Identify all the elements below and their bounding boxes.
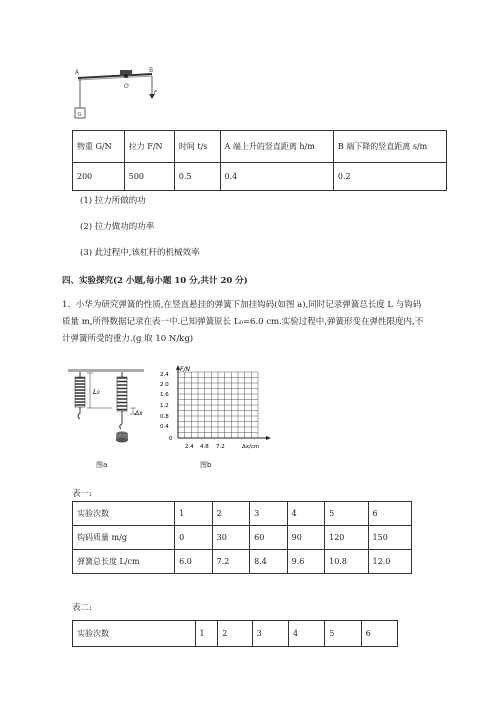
section-title: 四、实验探究(2 小题,每小题 10 分,共计 20 分) xyxy=(62,276,248,286)
x-tick-label: 2.4 xyxy=(185,444,194,450)
table-cell: 0.2 xyxy=(333,163,446,191)
data-table-top xyxy=(72,130,447,191)
y-tick-label: 2.0 xyxy=(160,382,169,388)
table-cell: 6.0 xyxy=(175,550,213,574)
table-cell: 4 xyxy=(287,502,325,526)
lever-figure xyxy=(70,64,170,122)
table-cell: 7.2 xyxy=(212,550,250,574)
x-tick-label: 4.8 xyxy=(200,444,209,450)
table-cell: 0 xyxy=(175,526,213,550)
figure-a-l0-label: L₀ xyxy=(93,388,100,396)
table-cell: 30 xyxy=(212,526,250,550)
table-cell: 12.0 xyxy=(368,550,411,574)
y-tick-label: 1.2 xyxy=(160,403,169,409)
graph-grid xyxy=(178,372,258,438)
figure-b-caption: 图b xyxy=(200,461,212,469)
table-cell: 6 xyxy=(361,621,397,647)
table-cell: 5 xyxy=(325,621,361,647)
question-2: (2) 拉力做功的功率 xyxy=(80,222,155,232)
table-header-cell: 拉力 F/N xyxy=(124,131,174,163)
table-cell: 实验次数 xyxy=(73,502,175,526)
problem-text-line-2: 质量 m,所得数据记录在表一中.已知弹簧原长 L₀=6.0 cm.实验过程中,弹簧形变在弹性限度内,不 xyxy=(62,317,424,327)
table-cell: 2 xyxy=(218,621,252,647)
table-cell: 2 xyxy=(212,502,250,526)
table-cell: 500 xyxy=(124,163,174,191)
table-header-cell: B 端下降的竖直距离 s/m xyxy=(333,131,446,163)
table2-caption: 表二: xyxy=(72,603,92,613)
figure-a-caption: 图a xyxy=(96,461,108,469)
lever-label-f: F xyxy=(154,90,158,96)
table-header-cell: 物重 G/N xyxy=(73,131,125,163)
x-tick-label: 7.2 xyxy=(216,444,225,450)
table-cell: 6 xyxy=(368,502,411,526)
table-cell: 5 xyxy=(325,502,368,526)
table-header-cell: 时间 t/s xyxy=(174,131,220,163)
y-tick-label: 1.6 xyxy=(160,392,169,398)
lever-label-g: G xyxy=(77,112,82,118)
spring-figure-a xyxy=(66,366,146,472)
question-3: (3) 此过程中,该杠杆的机械效率 xyxy=(80,248,200,258)
force-extension-grid xyxy=(156,364,282,456)
table-header-cell: A 端上升的竖直距离 h/m xyxy=(220,131,333,163)
table-cell: 钩码质量 m/g xyxy=(73,526,175,550)
table-cell: 90 xyxy=(287,526,325,550)
y-tick-label: 2.4 xyxy=(160,372,169,378)
lever-label-b: B xyxy=(149,67,154,74)
problem-text-line-1: 1、小华为研究弹簧的性质,在竖直悬挂的弹簧下加挂钩码(如图 a),同时记录弹簧总长度 L 与钩码 xyxy=(62,300,422,310)
table-cell: 120 xyxy=(325,526,368,550)
question-1: (1) 拉力所做的功 xyxy=(80,196,146,206)
x-axis-label: Δx/cm xyxy=(242,444,260,450)
table1-caption: 表一: xyxy=(72,489,92,499)
y-tick-label: 0.4 xyxy=(160,424,169,430)
table-cell: 1 xyxy=(175,502,213,526)
table-cell: 0.4 xyxy=(220,163,333,191)
table-cell: 9.6 xyxy=(287,550,325,574)
table-cell: 150 xyxy=(368,526,411,550)
y-tick-label: 0 xyxy=(169,436,173,442)
table-cell: 4 xyxy=(288,621,324,647)
table-cell: 3 xyxy=(252,621,288,647)
figure-a-dx-label: Δx xyxy=(135,410,143,417)
y-axis-label: F/N xyxy=(180,366,190,373)
lever-label-a: A xyxy=(75,69,80,76)
table-cell: 200 xyxy=(73,163,125,191)
table2 xyxy=(72,620,398,647)
table1 xyxy=(72,501,412,574)
table-cell: 10.8 xyxy=(325,550,368,574)
table-cell: 实验次数 xyxy=(73,621,196,647)
table-cell: 8.4 xyxy=(250,550,288,574)
lever-label-o: O xyxy=(124,83,129,90)
table-cell: 0.5 xyxy=(174,163,220,191)
table-cell: 60 xyxy=(250,526,288,550)
table-cell: 弹簧总长度 L/cm xyxy=(73,550,175,574)
table-cell: 3 xyxy=(250,502,288,526)
table-cell: 1 xyxy=(195,621,218,647)
y-tick-label: 0.8 xyxy=(160,414,169,420)
problem-text-line-3: 计弹簧所受的重力.(g 取 10 N/kg) xyxy=(62,334,194,344)
